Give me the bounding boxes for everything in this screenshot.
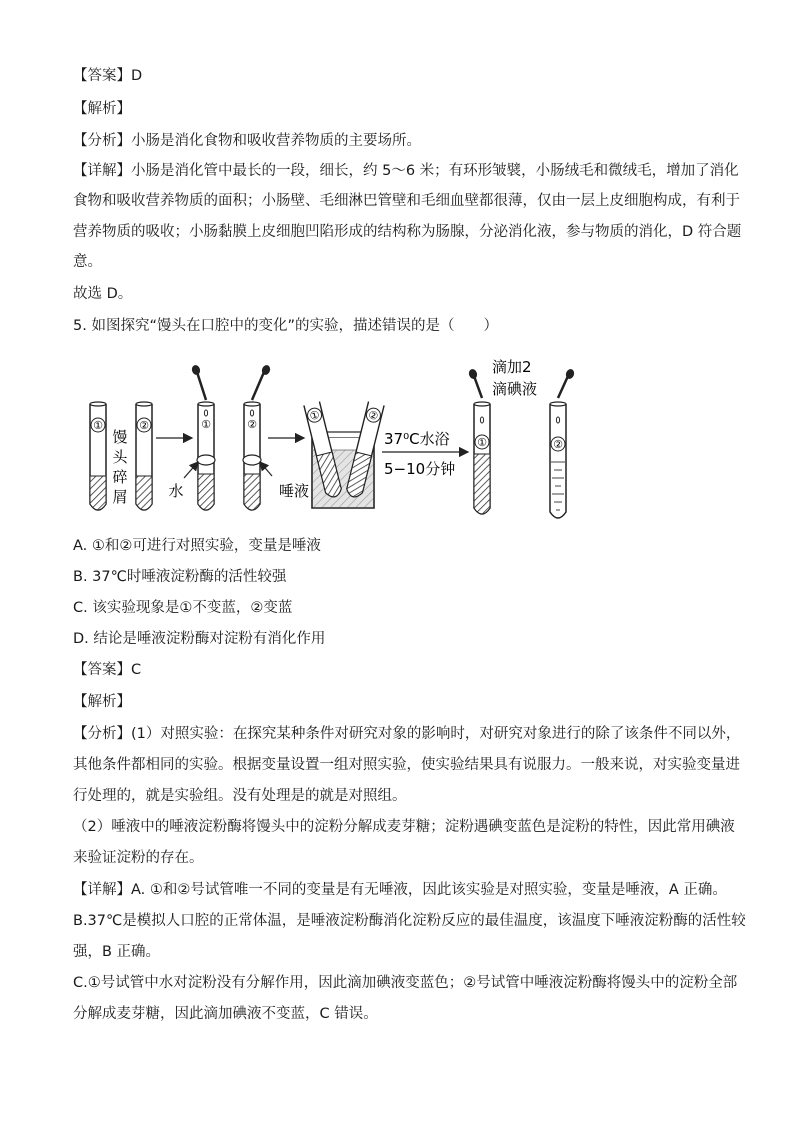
q4-analysis-heading: 【解析】	[73, 101, 131, 117]
result-tube-1	[468, 368, 490, 514]
q4-detail-line: 【详解】小肠是消化管中最长的一段，细长，约 5～6 米；有环形皱襞，小肠绒毛和微绒毛，增加了消化	[73, 163, 739, 179]
option-b: B. 37℃时唾液淀粉酶的活性较强	[73, 569, 287, 585]
stage1-tube-2	[136, 402, 152, 510]
iodine-label-line1: 滴加2	[492, 358, 532, 376]
stage2-tube-1	[191, 364, 215, 510]
svg-text:②: ②	[366, 408, 380, 424]
svg-text:屑: 屑	[112, 488, 128, 506]
stage2-tube-2	[243, 364, 271, 510]
q5-analysis-line: 行处理的，就是实验组。没有处理是的就是对照组。	[73, 788, 407, 804]
saliva-label: 唾液	[278, 482, 310, 500]
svg-text:头: 头	[112, 448, 128, 466]
option-d: D. 结论是唾液淀粉酶对淀粉有消化作用	[73, 631, 326, 647]
svg-text:碎: 碎	[112, 468, 128, 486]
iodine-label-line2: 滴碘液	[492, 380, 538, 398]
svg-text:①: ①	[477, 436, 487, 449]
svg-text:①: ①	[201, 418, 211, 431]
arrow-icon	[260, 462, 272, 476]
q4-analysis-text: 【分析】小肠是消化食物和吸收营养物质的主要场所。	[73, 133, 421, 149]
water-bath-temp-label: 37⁰C水浴	[384, 430, 450, 448]
q4-detail-line: 食物和吸收营养物质的面积；小肠壁、毛细淋巴管壁和毛细血壁都很薄，仅由一层上皮细胞构成，有利于	[73, 193, 740, 209]
water-bath-time-label: 5−10分钟	[384, 460, 456, 478]
water-bath-beaker	[304, 402, 384, 508]
experiment-diagram	[72, 358, 602, 532]
option-c: C. 该实验现象是①不变蓝，②变蓝	[73, 600, 293, 616]
svg-text:馒: 馒	[112, 428, 128, 446]
q5-answer-line: 【答案】C	[73, 662, 142, 678]
q5-analysis-line: 其他条件都相同的实验。根据变量设置一组对照实验，使实验结果具有说服力。一般来说，对实验变量进	[73, 757, 740, 773]
svg-text:②: ②	[247, 418, 257, 431]
dropper-icon	[197, 372, 206, 400]
q4-conclusion: 故选 D。	[73, 286, 133, 302]
tube-2-label: ②	[139, 419, 149, 432]
stage1-tube-1	[90, 402, 106, 510]
dropper-icon	[558, 376, 568, 398]
q4-detail-line: 营养物质的吸收；小肠黏膜上皮细胞凹陷形成的结构称为肠腺，分泌消化液，参与物质的消化，D 符合题	[73, 224, 742, 240]
q5-analysis-line: （2）唾液中的唾液淀粉酶将馒头中的淀粉分解成麦芽糖；淀粉遇碘变蓝色是淀粉的特性，因此常用碘液	[73, 819, 735, 835]
dropper-icon	[474, 376, 482, 398]
q5-detail-line: 【详解】A. ①和②号试管唯一不同的变量是有无唾液，因此该实验是对照实验，变量是唾液，A 正确。	[73, 882, 727, 898]
q4-answer-line: 【答案】D	[73, 68, 143, 84]
q5-detail-line: C.①号试管中水对淀粉没有分解作用，因此滴加碘液变蓝色；②号试管中唾液淀粉酶将馒头中的淀粉全部	[73, 975, 738, 991]
q5-detail-line: B.37℃是模拟人口腔的正常体温，是唾液淀粉酶消化淀粉反应的最佳温度，该温度下唾液淀粉酶的活性较	[73, 913, 746, 929]
q5-analysis-line: 【分析】(1）对照实验：在探究某种条件对研究对象的影响时，对研究对象进行的除了该条件不同以外，	[73, 726, 741, 742]
mantou-label	[112, 428, 128, 506]
q5-analysis-heading: 【解析】	[73, 694, 131, 710]
q5-detail-line: 强，B 正确。	[73, 944, 161, 960]
q5-analysis-line: 来验证淀粉的存在。	[73, 850, 204, 866]
option-a: A. ①和②可进行对照实验，变量是唾液	[73, 538, 321, 554]
dropper-icon	[252, 372, 264, 400]
water-label: 水	[168, 482, 184, 500]
svg-text:①: ①	[308, 408, 322, 424]
arrow-icon	[184, 462, 198, 478]
tube-1-label: ①	[93, 419, 103, 432]
svg-text:②: ②	[553, 438, 563, 451]
result-tube-2	[550, 368, 575, 518]
q5-detail-line: 分解成麦芽糖，因此滴加碘液不变蓝，C 错误。	[73, 1006, 378, 1022]
q4-detail-line: 意。	[73, 254, 102, 270]
q5-question: 5. 如图探究“馒头在口腔中的变化”的实验，描述错误的是（ ）	[73, 318, 498, 334]
